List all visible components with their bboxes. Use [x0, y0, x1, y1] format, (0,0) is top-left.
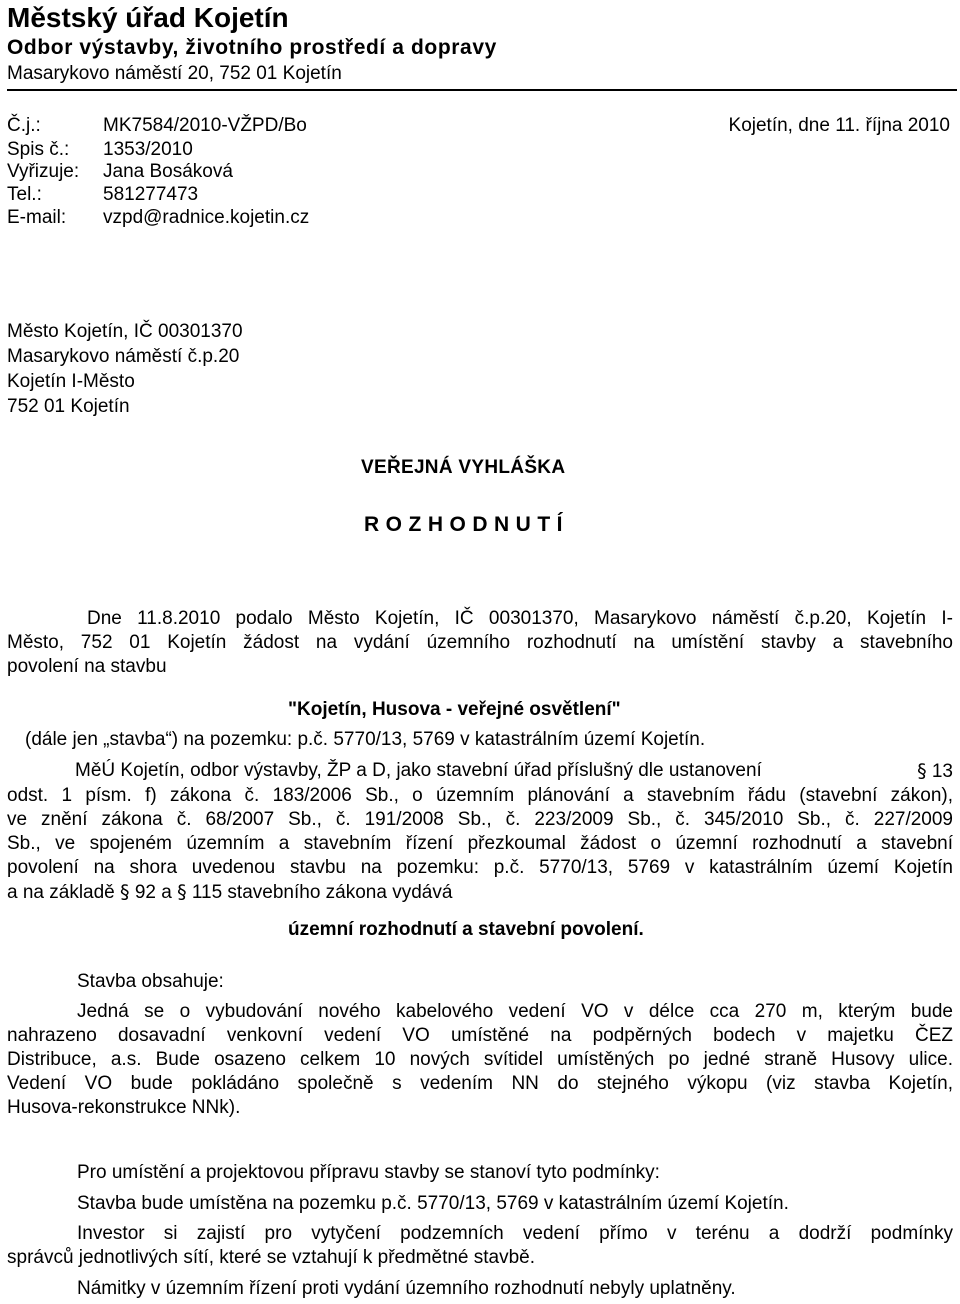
paragraph-line: Vedení VO bude pokládáno společně s vedením NN do stejného výkopu (viz stavba Kojetín, — [7, 1073, 953, 1094]
section-sign-icon: § — [917, 760, 927, 782]
office-address: Masarykovo náměstí 20, 752 01 Kojetín — [7, 63, 342, 84]
paragraph-line: Husova-rekonstrukce NNk). — [7, 1097, 241, 1118]
handler-name: Jana Bosáková — [103, 161, 233, 182]
authority-text: a na základě — [7, 882, 115, 903]
recipient-line: Město Kojetín, IČ 00301370 — [7, 321, 243, 342]
decision-type: územní rozhodnutí a stavební povolení. — [288, 919, 644, 940]
email-address[interactable]: vzpd@radnice.kojetin.cz — [103, 207, 310, 228]
authority-text: MěÚ Kojetín, odbor výstavby, ŽP a D, jako stavební úřad příslušný dle ustanovení — [75, 760, 762, 781]
file-number: 1353/2010 — [103, 139, 193, 160]
paragraph-line: Dne 11.8.2010 podalo Město Kojetín, IČ 00301370, Masarykovo náměstí č.p.20, Kojetín I- — [87, 608, 953, 629]
section-number: 13 — [931, 761, 953, 782]
paragraph-line: odst. 1 písm. f) zákona č. 183/2006 Sb., o územním plánování a stavebním řádu (stavební zákon), — [7, 785, 953, 806]
condition-1: Stavba bude umístěna na pozemku p.č. 5770/13, 5769 v katastrálním území Kojetín. — [77, 1193, 789, 1214]
header-divider — [7, 89, 957, 91]
ref-number: MK7584/2010-VŽPD/Bo — [103, 115, 307, 136]
paragraph-line: Sb., ve spojeném územním a stavebním řízení přezkoumal žádost o územní rozhodnutí a stavební — [7, 833, 953, 854]
paragraph-line — [7, 759, 953, 784]
phone-label: Tel.: — [7, 184, 42, 205]
parcel-line: (dále jen „stavba“) na pozemku: p.č. 5770/13, 5769 v katastrálním území Kojetín. — [25, 729, 706, 750]
handler-label: Vyřizuje: — [7, 161, 80, 182]
paragraph-line: Investor si zajistí pro vytyčení podzemních vedení přímo v terénu a dodrží podmínky — [77, 1223, 953, 1244]
paragraph-line: povolení na shora uvedenou stavbu na pozemku: p.č. 5770/13, 5769 v katastrálním území Kojetín — [7, 857, 953, 878]
decision-title: ROZHODNUTÍ — [364, 513, 569, 536]
contains-label: Stavba obsahuje: — [77, 971, 224, 992]
paragraph-line: Město, 752 01 Kojetín žádost na vydání územního rozhodnutí na umístění stavby a stavebního — [7, 632, 953, 653]
phone-number: 581277473 — [103, 184, 199, 205]
authority-text: 115 stavebního zákona vydává — [191, 882, 453, 903]
objections-statement: Námitky v územním řízení proti vydání územního rozhodnutí nebyly uplatněny. — [77, 1278, 736, 1299]
email-label: E-mail: — [7, 207, 67, 228]
project-name: "Kojetín, Husova - veřejné osvětlení" — [288, 699, 621, 720]
condition-2 — [7, 1222, 953, 1270]
paragraph-line: Jedná se o vybudování nového kabelového vedení VO v délce cca 270 m, kterým bude — [77, 1001, 953, 1022]
ref-label: Č.j.: — [7, 115, 41, 136]
public-notice-title: VEŘEJNÁ VYHLÁŠKA — [361, 457, 566, 478]
paragraph-line: Distribuce, a.s. Bude osazeno celkem 10 nových svítidel umístěných po jedné straně Husovy ulice. — [7, 1049, 953, 1070]
section-ref — [917, 759, 953, 784]
recipient-line: Masarykovo náměstí č.p.20 — [7, 346, 240, 367]
section-sign-icon: § — [120, 881, 130, 903]
authority-paragraph — [7, 759, 953, 905]
paragraph-line: nahrazeno dosavadní venkovní vedení VO umístěné na podpěrných bodech v majetku ČEZ — [7, 1025, 953, 1046]
conditions-heading: Pro umístění a projektovou přípravu stavby se stanoví tyto podmínky: — [77, 1162, 660, 1183]
paragraph-line: ve znění zákona č. 68/2007 Sb., č. 191/2008 Sb., č. 223/2009 Sb., č. 345/2010 Sb., č. 227/2009 — [7, 809, 953, 830]
paragraph-line — [7, 880, 953, 905]
office-name: Městský úřad Kojetín — [7, 2, 289, 33]
department-name: Odbor výstavby, životního prostředí a dopravy — [7, 36, 497, 59]
paragraph-line: povolení na stavbu — [7, 656, 167, 677]
section-sign-icon: § — [177, 881, 187, 903]
file-label: Spis č.: — [7, 139, 70, 160]
recipient-line: Kojetín I-Město — [7, 371, 135, 392]
application-paragraph — [7, 607, 953, 679]
issue-date: Kojetín, dne 11. října 2010 — [728, 115, 950, 136]
recipient-line: 752 01 Kojetín — [7, 396, 130, 417]
authority-text: 92 a — [134, 882, 172, 903]
description-paragraph — [7, 1000, 953, 1120]
paragraph-line: správců jednotlivých sítí, které se vztahují k předmětné stavbě. — [7, 1247, 536, 1268]
